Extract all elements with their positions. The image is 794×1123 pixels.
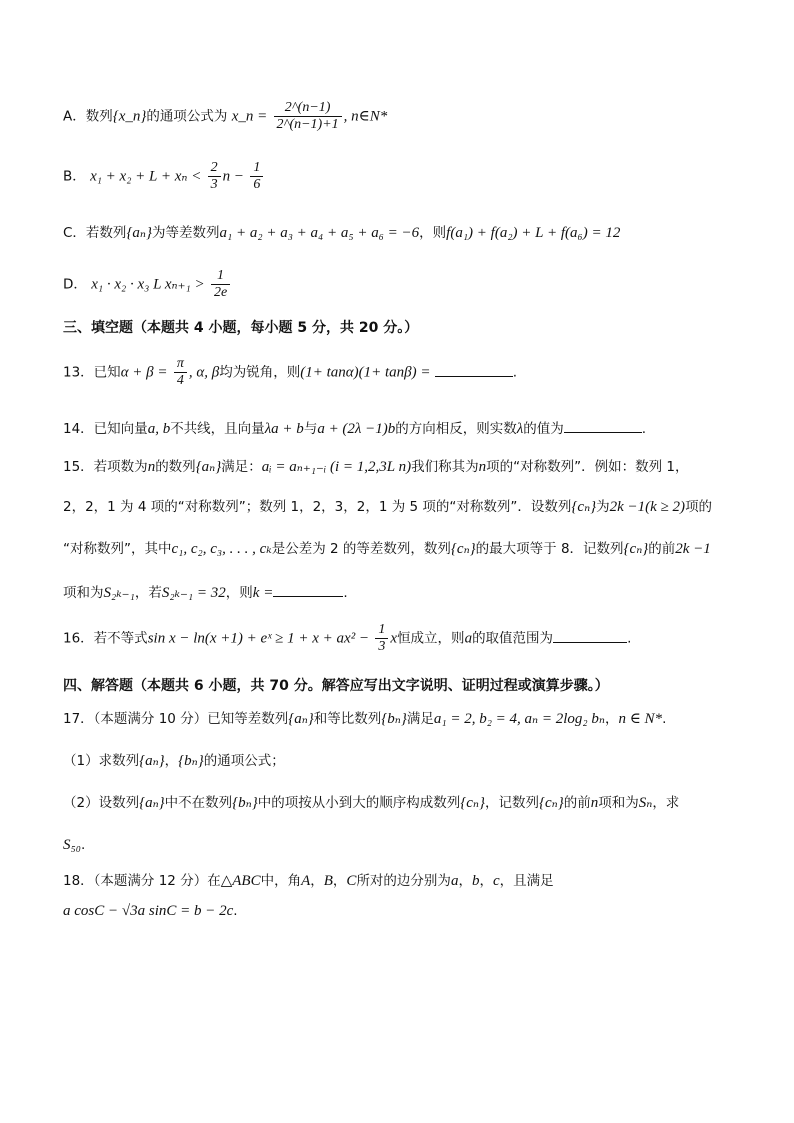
q17-text: 17．（本题满分 10 分）已知等差数列 xyxy=(63,711,289,727)
q15-formula: S₂ₖ₋₁ xyxy=(103,585,135,601)
q17-formula: Sₙ xyxy=(638,795,653,811)
q15-var: n xyxy=(478,459,487,475)
q16-text-1: 恒成立，则 xyxy=(397,630,465,647)
option-c xyxy=(63,224,620,242)
q14-text-3: 的方向相反，则实数 xyxy=(395,421,517,437)
q15-text: 的最大项等于 8．记数列 xyxy=(475,541,624,557)
option-c-text-2: ，则 xyxy=(419,225,447,241)
q16-number: 16．若不等式 xyxy=(63,630,148,647)
q15-text: 是公差为 2 的等差数列，数列 xyxy=(271,541,451,557)
q13-text: 均为锐角，则 xyxy=(219,364,301,381)
q15-text: ，则 xyxy=(225,585,253,601)
question-13 xyxy=(63,356,517,389)
question-15-line-4 xyxy=(63,582,348,602)
q17-seq: {aₙ} xyxy=(288,711,314,727)
q15-text: “对称数列”，其中 xyxy=(63,541,172,557)
q15-text: 2，2，1 为 4 项的“对称数列”；数列 1，2，3，2，1 为 5 项的“对称数列”．设数列 xyxy=(63,499,572,515)
q14-formula-4: λ xyxy=(516,421,524,437)
option-a xyxy=(63,100,387,133)
q17-text: ， xyxy=(604,711,619,727)
q15-seq: {cₙ} xyxy=(571,499,597,515)
option-b-fraction-2: $\frac{1}{6}$ xyxy=(250,160,263,193)
q17-seq: {aₙ} xyxy=(139,795,165,811)
q17-text: . xyxy=(80,837,86,853)
q17-seq: {cₙ} xyxy=(538,795,564,811)
q18-text: 所对的边分别为 xyxy=(356,873,451,889)
question-15-line-1 xyxy=(63,458,689,476)
q18-formula: △ABC xyxy=(220,873,261,889)
q17-text: （2）设数列 xyxy=(63,795,140,811)
q13-number: 13．已知 xyxy=(63,364,121,381)
q17-text: 的前 xyxy=(563,795,591,811)
option-a-tail: , n∈N* xyxy=(343,108,388,125)
q15-seq: {aₙ} xyxy=(195,459,222,475)
question-17-part-1 xyxy=(63,752,285,770)
q18-text: 中，角 xyxy=(260,873,302,889)
option-d-label: D． xyxy=(63,276,87,293)
q13-fraction: $\frac{\pi}{4}$ xyxy=(174,356,187,389)
q18-text: ， xyxy=(458,873,472,889)
q18-text: ， xyxy=(310,873,324,889)
option-c-formula: a₁ + a₂ + a₃ + a₄ + a₅ + a₆ = −6 xyxy=(219,225,420,241)
option-a-label: A．数列 xyxy=(63,108,113,125)
option-c-seq: {aₙ} xyxy=(126,225,153,241)
q15-formula: 2k −1 xyxy=(675,541,711,557)
q16-fraction: $\frac{1}{3}$ xyxy=(375,622,388,655)
q17-text: 的通项公式； xyxy=(203,753,285,769)
q17-seq: {bₙ} xyxy=(232,795,258,811)
option-d-fraction: $\frac{1}{2e}$ xyxy=(211,268,230,301)
q18-var: b xyxy=(471,873,480,889)
option-b-mid: n − xyxy=(222,168,245,185)
question-17 xyxy=(63,710,666,728)
q15-formula: c₁, c₂, c₃, . . . , cₖ xyxy=(171,541,272,557)
q13-answer-blank xyxy=(435,362,513,377)
option-b xyxy=(63,160,265,193)
q15-text: 满足： xyxy=(221,459,262,475)
q15-end: . xyxy=(343,585,348,601)
q14-formula-2: λa + b xyxy=(264,421,304,437)
q15-text: 的前 xyxy=(648,541,676,557)
q18-formula: a cosC − √3a sinC = b − 2c xyxy=(63,903,234,919)
q15-text: 我们称其为 xyxy=(411,459,479,475)
q15-var: n xyxy=(147,459,156,475)
q18-var: C xyxy=(346,873,357,889)
q15-seq: {cₙ} xyxy=(623,541,649,557)
q13-formula-2: , α, β xyxy=(188,364,220,381)
q14-text-2: 与 xyxy=(303,421,318,437)
option-c-label: C．若数列 xyxy=(63,225,127,241)
question-18-cont xyxy=(63,902,238,920)
q17-text: . xyxy=(662,711,667,727)
q18-text: . xyxy=(233,903,238,919)
option-a-formula: x_n = xyxy=(231,108,268,125)
q15-text: 为 xyxy=(596,499,610,515)
question-18 xyxy=(63,872,554,890)
option-d xyxy=(63,268,232,301)
section-4-title: 四、解答题（本题共 6 小题，共 70 分。解答应写出文字说明、证明过程或演算步骤。） xyxy=(63,678,609,694)
q17-seq: {cₙ} xyxy=(460,795,485,811)
q18-var: B xyxy=(323,873,333,889)
q16-end: . xyxy=(627,630,632,647)
question-17-part-2 xyxy=(63,794,679,812)
q18-var: c xyxy=(492,873,500,889)
q17-seq: {bₙ} xyxy=(381,711,407,727)
option-c-formula-2: f(a₁) + f(a₂) + L + f(a₆) = 12 xyxy=(446,225,621,241)
q18-text: ， xyxy=(332,873,347,889)
q17-text: ，记数列 xyxy=(484,795,539,811)
q17-text: 项和为 xyxy=(598,795,639,811)
q17-text: 中的项按从小到大的顺序构成数列 xyxy=(257,795,461,811)
q14-answer-blank xyxy=(564,418,642,433)
q14-end: . xyxy=(641,421,647,437)
q13-end: . xyxy=(512,364,518,381)
q18-var: A xyxy=(301,873,311,889)
q17-text: （1）求数列 xyxy=(63,753,140,769)
q15-formula: aᵢ = aₙ₊₁₋ᵢ (i = 1,2,3L n) xyxy=(261,459,412,475)
q17-seq: {aₙ} xyxy=(139,753,165,769)
q15-seq: {cₙ} xyxy=(450,541,476,557)
q15-text: 项的“对称数列”．例如：数列 1， xyxy=(486,459,689,475)
option-b-label: B． xyxy=(63,168,86,185)
q18-text: ，且满足 xyxy=(499,873,554,889)
q14-formula-1: a, b xyxy=(147,421,171,437)
q16-answer-blank xyxy=(553,628,627,643)
q17-seq: {bₙ} xyxy=(178,753,204,769)
q15-text: 15．若项数为 xyxy=(63,459,148,475)
q15-formula: k = xyxy=(252,585,274,601)
option-c-text: 为等差数列 xyxy=(152,225,220,241)
q16-formula-2: x xyxy=(390,630,398,647)
option-b-fraction-1: $\frac{2}{3}$ xyxy=(208,160,221,193)
q16-formula-3: a xyxy=(464,630,473,647)
q17-text: ，求 xyxy=(652,795,680,811)
question-16 xyxy=(63,622,631,655)
question-14 xyxy=(63,418,646,438)
q17-text: 中不在数列 xyxy=(164,795,233,811)
q14-number: 14．已知向量 xyxy=(63,421,148,437)
q15-answer-blank xyxy=(273,582,343,597)
q14-formula-3: a + (2λ −1)b xyxy=(317,421,396,437)
question-17-part-2-cont xyxy=(63,836,85,854)
q15-formula: S₂ₖ₋₁ = 32 xyxy=(161,585,226,601)
option-a-seq: {x_n} xyxy=(112,108,147,125)
q15-text: 项的 xyxy=(685,499,713,515)
option-a-fraction: $\frac{2\^{}(n-1)}{2\^{}(n-1)+1}$ xyxy=(274,100,342,133)
q16-text-2: 的取值范围为 xyxy=(472,630,554,647)
q15-text: 的数列 xyxy=(155,459,196,475)
q17-text: ， xyxy=(164,753,179,769)
q18-text: 18．（本题满分 12 分）在 xyxy=(63,873,221,889)
q15-text: 项和为 xyxy=(63,585,104,601)
q17-var: n xyxy=(590,795,599,811)
q15-formula: 2k −1(k ≥ 2) xyxy=(609,499,686,515)
q17-text: 满足 xyxy=(406,711,434,727)
q18-text: ， xyxy=(479,873,493,889)
q16-formula-1: sin x − ln(x +1) + eˣ ≥ 1 + x + ax² − xyxy=(147,630,370,647)
q17-formula: a₁ = 2, b₂ = 4, aₙ = 2log₂ bₙ xyxy=(433,711,605,727)
section-3-title: 三、填空题（本题共 4 小题，每小题 5 分，共 20 分。） xyxy=(63,320,419,336)
q18-var: a xyxy=(450,873,459,889)
q14-text-1: 不共线，且向量 xyxy=(170,421,265,437)
question-15-line-2 xyxy=(63,498,712,516)
q13-formula-1: α + β = xyxy=(120,364,168,381)
option-b-formula: x₁ + x₂ + L + xₙ < xyxy=(90,168,202,185)
q17-text: 和等比数列 xyxy=(313,711,382,727)
question-15-line-3 xyxy=(63,540,711,558)
option-a-text: 的通项公式为 xyxy=(146,108,228,125)
q17-formula: n ∈ N* xyxy=(618,711,663,727)
q17-formula: S₅₀ xyxy=(63,837,81,853)
option-d-formula: x₁ · x₂ · x₃ L xₙ₊₁ > xyxy=(91,276,205,293)
q13-formula-3: (1+ tanα)(1+ tanβ) = xyxy=(300,364,431,381)
q15-text: ，若 xyxy=(134,585,162,601)
q14-text-4: 的值为 xyxy=(523,421,564,437)
